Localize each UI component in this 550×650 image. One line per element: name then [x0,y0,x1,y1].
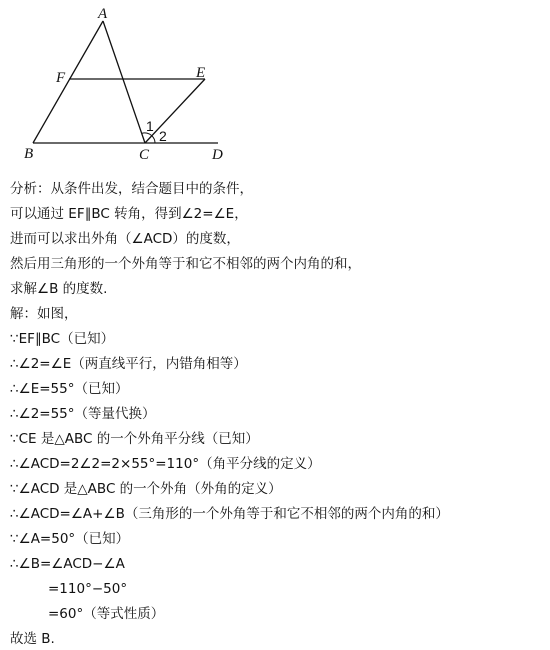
proof-step-6: ∴∠ACD=2∠2=2×55°=110°（角平分线的定义） [10,456,321,472]
proof-step-2: ∴∠2=∠E（两直线平行，内错角相等） [10,356,247,372]
proof-step-8: ∴∠ACD=∠A+∠B（三角形的一个外角等于和它不相邻的两个内角的和） [10,506,449,522]
label-e: E [196,65,206,81]
solution-heading: 解：如图， [10,306,78,322]
proof-step-12: =60°（等式性质） [48,606,165,622]
proof-step-10: ∴∠B=∠ACD−∠A [10,556,125,572]
proof-step-1: ∵EF∥BC（已知） [10,331,115,347]
angle-2-arc [152,136,155,143]
label-f: F [56,70,66,86]
answer-line: 故选 B. [10,631,55,647]
proof-step-3: ∴∠E=55°（已知） [10,381,129,397]
label-c: C [139,147,150,163]
proof-step-5: ∵CE 是△ABC 的一个外角平分线（已知） [10,431,259,447]
proof-step-4: ∴∠2=55°（等量代换） [10,406,156,422]
analysis-line-5: 求解∠B 的度数. [10,281,108,297]
proof-step-7: ∵∠ACD 是△ABC 的一个外角（外角的定义） [10,481,282,497]
label-d: D [212,147,223,163]
triangle-diagram [0,0,260,170]
segment-ab [33,21,103,143]
angle-1-label: 1 [146,118,154,134]
analysis-line-3: 进而可以求出外角（∠ACD）的度数， [10,231,240,247]
analysis-line-2: 可以通过 EF∥BC 转角，得到∠2=∠E， [10,206,248,222]
proof-step-11: =110°−50° [48,581,128,597]
geometry-figure [0,0,260,170]
analysis-line-1: 分析：从条件出发，结合题目中的条件， [10,181,253,197]
label-b: B [24,146,34,162]
analysis-line-4: 然后用三角形的一个外角等于和它不相邻的两个内角的和， [10,256,361,272]
segment-ac [103,21,145,143]
proof-step-9: ∵∠A=50°（已知） [10,531,130,547]
segment-ce [145,79,205,143]
angle-2-label: 2 [159,128,167,144]
label-a: A [98,6,108,22]
